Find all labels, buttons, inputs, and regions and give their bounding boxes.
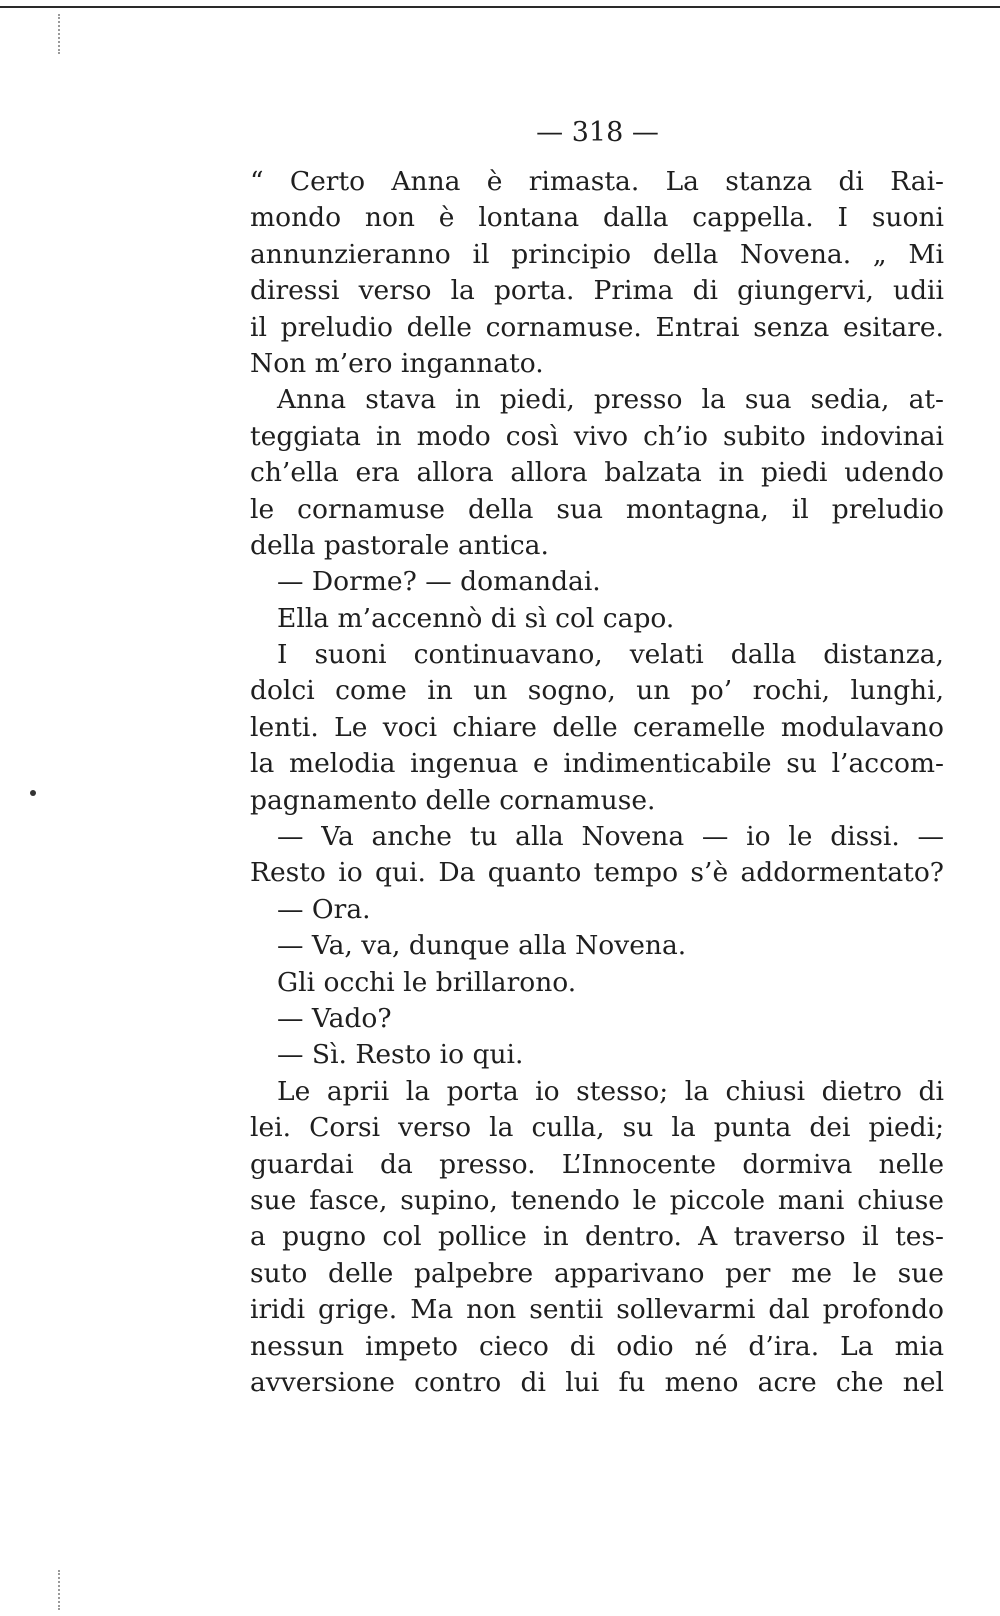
text-line: Resto io qui. Da quanto tempo s’è addormentato?: [250, 857, 944, 889]
text-line: “ Certo Anna è rimasta. La stanza di Rai-: [250, 166, 944, 197]
text-line: nessun impeto cieco di odio né d’ira. La mia: [250, 1330, 944, 1362]
text-line: a pugno col pollice in dentro. A traverso il tes-: [250, 1221, 944, 1253]
scan-edge-marks: [58, 14, 62, 54]
text-line: suto delle palpebre apparivano per me le sue: [250, 1257, 944, 1289]
scan-edge-marks-bottom: [58, 1570, 62, 1610]
text-line: teggiata in modo così vivo ch’io subito indovinai: [250, 420, 944, 452]
text-line: pagnamento delle cornamuse.: [250, 784, 656, 816]
stray-ink-mark: [30, 790, 36, 796]
text-line: mondo non è lontana dalla cappella. I suoni: [250, 202, 944, 234]
text-line: le cornamuse della sua montagna, il preludio: [250, 493, 944, 525]
text-line: lenti. Le voci chiare delle ceramelle modulavano: [250, 711, 944, 743]
text-line: — Va, va, dunque alla Novena.: [277, 930, 687, 962]
text-line: I suoni continuavano, velati dalla distanza,: [277, 639, 944, 671]
text-line: della pastorale antica.: [250, 529, 549, 561]
text-line: guardai da presso. L’Innocente dormiva nelle: [250, 1148, 944, 1180]
text-line: — Va anche tu alla Novena — io le dissi. —: [277, 821, 944, 853]
text-line: — Ora.: [277, 893, 371, 925]
scan-top-rule: [0, 6, 1000, 8]
text-line: lei. Corsi verso la culla, su la punta dei piedi;: [250, 1112, 944, 1144]
text-line: — Vado?: [277, 1002, 392, 1034]
body-text: [250, 164, 944, 1401]
text-line: Ella m’accennò di sì col capo.: [277, 602, 675, 634]
text-line: sue fasce, supino, tenendo le piccole mani chiuse: [250, 1184, 944, 1216]
text-line: la melodia ingenua e indimenticabile su l’accom-: [250, 748, 944, 780]
text-line: avversione contro di lui fu meno acre che nel: [250, 1366, 944, 1398]
text-line: Le aprii la porta io stesso; la chiusi dietro di: [277, 1075, 944, 1107]
text-line: — Sì. Resto io qui.: [277, 1039, 524, 1071]
page-number: — 318 —: [536, 117, 659, 148]
text-line: dolci come in un sogno, un po’ rochi, lunghi,: [250, 675, 944, 707]
text-line: Anna stava in piedi, presso la sua sedia, at-: [277, 384, 944, 416]
text-line: annunzieranno il principio della Novena. „ Mi: [250, 238, 944, 270]
text-line: Non m’ero ingannato.: [250, 347, 544, 379]
text-line: ch’ella era allora allora balzata in piedi udendo: [250, 457, 944, 489]
text-line: Gli occhi le brillarono.: [277, 966, 577, 998]
text-line: il preludio delle cornamuse. Entrai senza esitare.: [250, 311, 944, 343]
text-line: iridi grige. Ma non sentii sollevarmi dal profondo: [250, 1294, 944, 1326]
text-line: — Dorme? — domandai.: [277, 566, 601, 598]
text-line: diressi verso la porta. Prima di giungervi, udii: [250, 275, 944, 307]
